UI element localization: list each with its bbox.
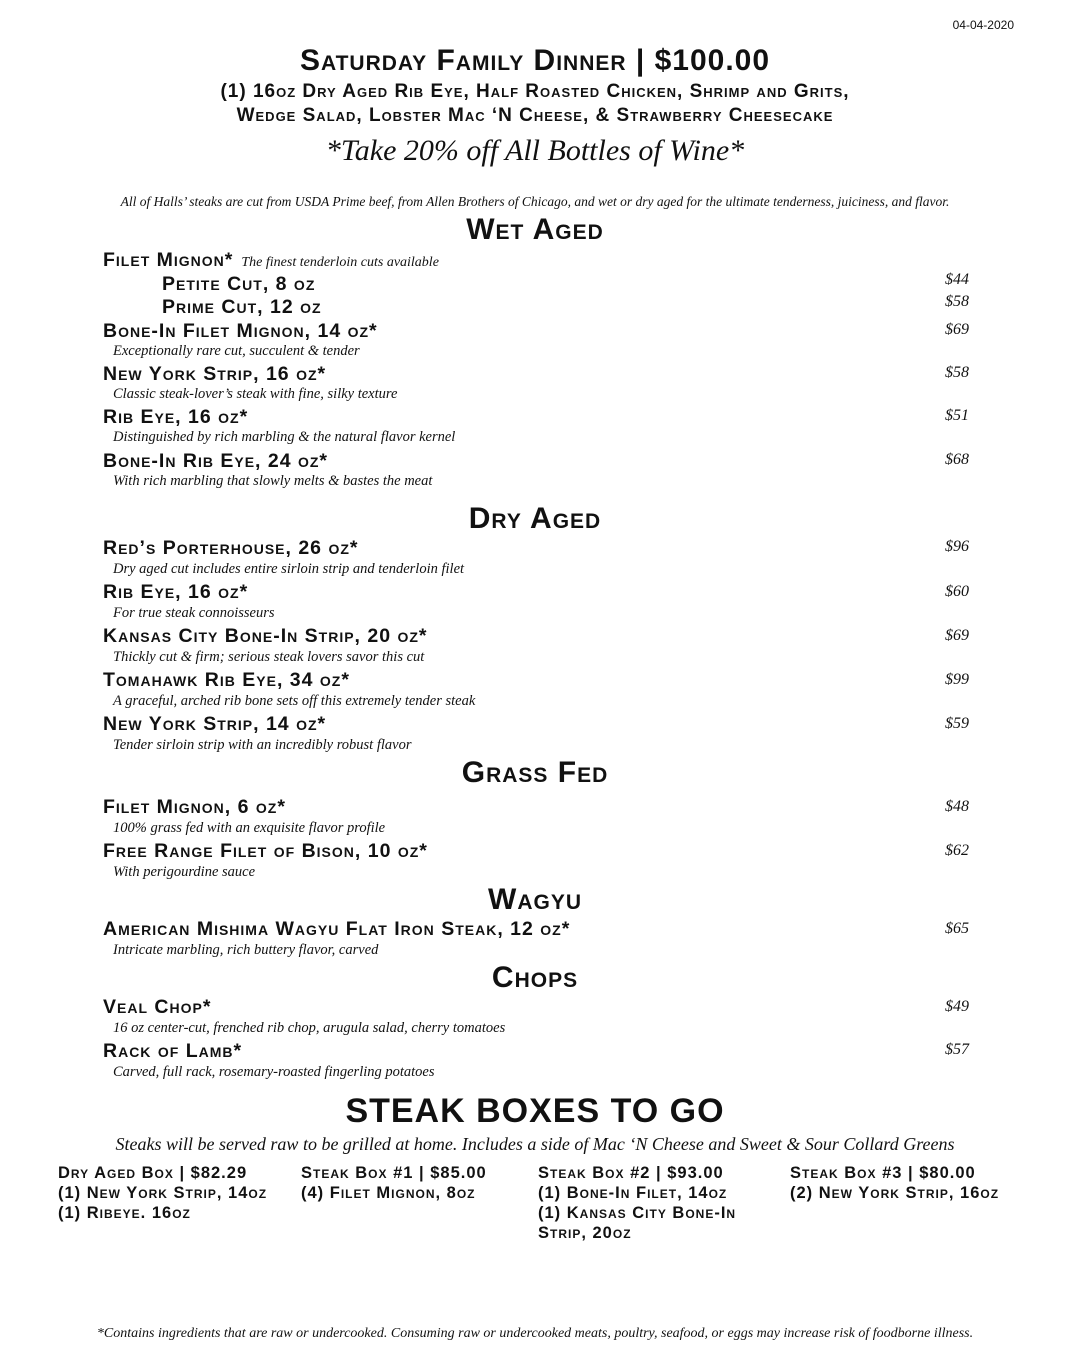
box-line: (1) New York Strip, 14oz (58, 1184, 268, 1202)
menu-item-name: Filet Mignon, 6 oz* (103, 796, 286, 818)
steak-box-2 (538, 1163, 736, 1243)
menu-item-desc: Exceptionally rare cut, succulent & tender (113, 343, 360, 359)
menu-item-price: $69 (945, 321, 969, 338)
menu-subitem-name: Prime Cut, 12 oz (162, 296, 322, 318)
section-title-grass-fed: Grass Fed (461, 756, 609, 789)
section-title-wagyu: Wagyu (488, 883, 582, 916)
menu-item-name: American Mishima Wagyu Flat Iron Steak, 12 oz* (103, 918, 571, 940)
footer-disclaimer: *Contains ingredients that are raw or undercooked. Consuming raw or undercooked meats, poultry, seafood, or eggs may increase risk of foodborne illness. (96, 1326, 974, 1341)
promo-line-1: (1) 16oz Dry Aged Rib Eye, Half Roasted Chicken, Shrimp and Grits, (220, 81, 850, 102)
box-line: Steak Box #1 | $85.00 (301, 1164, 487, 1182)
menu-item-name: Veal Chop* (103, 996, 212, 1018)
menu-item-name: New York Strip, 16 oz* (103, 363, 327, 385)
item-name-text: Filet Mignon* (103, 249, 234, 271)
menu-item-desc: Distinguished by rich marbling & the natural flavor kernel (113, 429, 456, 445)
menu-item-name: Tomahawk Rib Eye, 34 oz* (103, 669, 350, 691)
menu-item-desc: 100% grass fed with an exquisite flavor profile (113, 820, 386, 836)
menu-item-name: Bone-In Rib Eye, 24 oz* (103, 450, 329, 472)
section-title-wet-aged: Wet Aged (466, 213, 604, 246)
menu-item-price: $69 (945, 627, 969, 644)
menu-item-price: $59 (945, 715, 969, 732)
menu-item-price: $44 (945, 271, 969, 288)
steak-box-1 (301, 1163, 487, 1203)
steak-boxes-title: STEAK BOXES TO GO (345, 1092, 725, 1130)
menu-item-desc: 16 oz center-cut, frenched rib chop, arugula salad, cherry tomatoes (113, 1020, 506, 1036)
menu-item-name: Bone-In Filet Mignon, 14 oz* (103, 320, 378, 342)
box-line: (4) Filet Mignon, 8oz (301, 1184, 476, 1202)
box-line: (1) Ribeye. 16oz (58, 1204, 191, 1222)
menu-item-name: Rack of Lamb* (103, 1040, 243, 1062)
menu-item-desc: A graceful, arched rib bone sets off this extremely tender steak (113, 693, 476, 709)
box-line: (1) Bone-In Filet, 14oz (538, 1184, 728, 1202)
menu-item-desc: Intricate marbling, rich buttery flavor, carved (113, 942, 379, 958)
box-line: Steak Box #2 | $93.00 (538, 1164, 724, 1182)
promo-title: Saturday Family Dinner | $100.00 (299, 44, 771, 77)
menu-item-desc: Tender sirloin strip with an incredibly robust flavor (113, 737, 412, 753)
section-title-dry-aged: Dry Aged (468, 502, 602, 535)
menu-item-name: Rib Eye, 16 oz* (103, 406, 249, 428)
menu-item-price: $65 (945, 920, 969, 937)
menu-item-name: Red’s Porterhouse, 26 oz* (103, 537, 359, 559)
menu-item-price: $68 (945, 451, 969, 468)
menu-item-price: $58 (945, 364, 969, 381)
menu-item-price: $48 (945, 798, 969, 815)
menu-item-price: $60 (945, 583, 969, 600)
steak-boxes-subtitle: Steaks will be served raw to be grilled at home. Includes a side of Mac ‘N Cheese and Sweet & Sour Collard Greens (115, 1134, 955, 1154)
menu-item-desc: With perigourdine sauce (113, 864, 256, 880)
menu-item-desc: Carved, full rack, rosemary-roasted fingerling potatoes (113, 1064, 435, 1080)
item-note: The finest tenderloin cuts available (241, 255, 439, 270)
menu-item-name (103, 249, 439, 272)
menu-subitem-name: Petite Cut, 8 oz (162, 273, 316, 295)
box-line: (2) New York Strip, 16oz (790, 1184, 1000, 1202)
promo-line-2: Wedge Salad, Lobster Mac ‘N Cheese, & Strawberry Cheesecake (236, 105, 834, 126)
box-line: Steak Box #3 | $80.00 (790, 1164, 976, 1182)
box-line: (1) Kansas City Bone-In (538, 1204, 737, 1222)
menu-item-price: $57 (945, 1041, 969, 1058)
menu-item-desc: With rich marbling that slowly melts & bastes the meat (113, 473, 433, 489)
menu-item-price: $99 (945, 671, 969, 688)
steak-box-3 (790, 1163, 999, 1203)
menu-item-desc: Classic steak-lover’s steak with fine, silky texture (113, 386, 398, 402)
menu-item-price: $49 (945, 998, 969, 1015)
menu-item-name: Rib Eye, 16 oz* (103, 581, 249, 603)
wine-offer: *Take 20% off All Bottles of Wine* (325, 134, 745, 167)
box-line: Dry Aged Box | $82.29 (58, 1164, 248, 1182)
menu-item-name: New York Strip, 14 oz* (103, 713, 327, 735)
steak-box-dry-aged (58, 1163, 267, 1223)
box-line: Strip, 20oz (538, 1224, 632, 1242)
menu-item-price: $58 (945, 293, 969, 310)
menu-item-desc: Thickly cut & firm; serious steak lovers savor this cut (113, 649, 425, 665)
menu-date: 04-04-2020 (952, 18, 1014, 32)
intro-text: All of Halls’ steaks are cut from USDA Prime beef, from Allen Brothers of Chicago, and wet or dry aged for the ultimate tenderness, juiciness, and flavor. (120, 194, 950, 209)
menu-item-price: $51 (945, 407, 969, 424)
section-title-chops: Chops (491, 961, 579, 994)
menu-item-desc: Dry aged cut includes entire sirloin strip and tenderloin filet (113, 561, 465, 577)
menu-item-name: Kansas City Bone-In Strip, 20 oz* (103, 625, 428, 647)
menu-item-price: $62 (945, 842, 969, 859)
menu-item-name: Free Range Filet of Bison, 10 oz* (103, 840, 428, 862)
menu-item-desc: For true steak connoisseurs (113, 605, 275, 621)
menu-item-price: $96 (945, 538, 969, 555)
